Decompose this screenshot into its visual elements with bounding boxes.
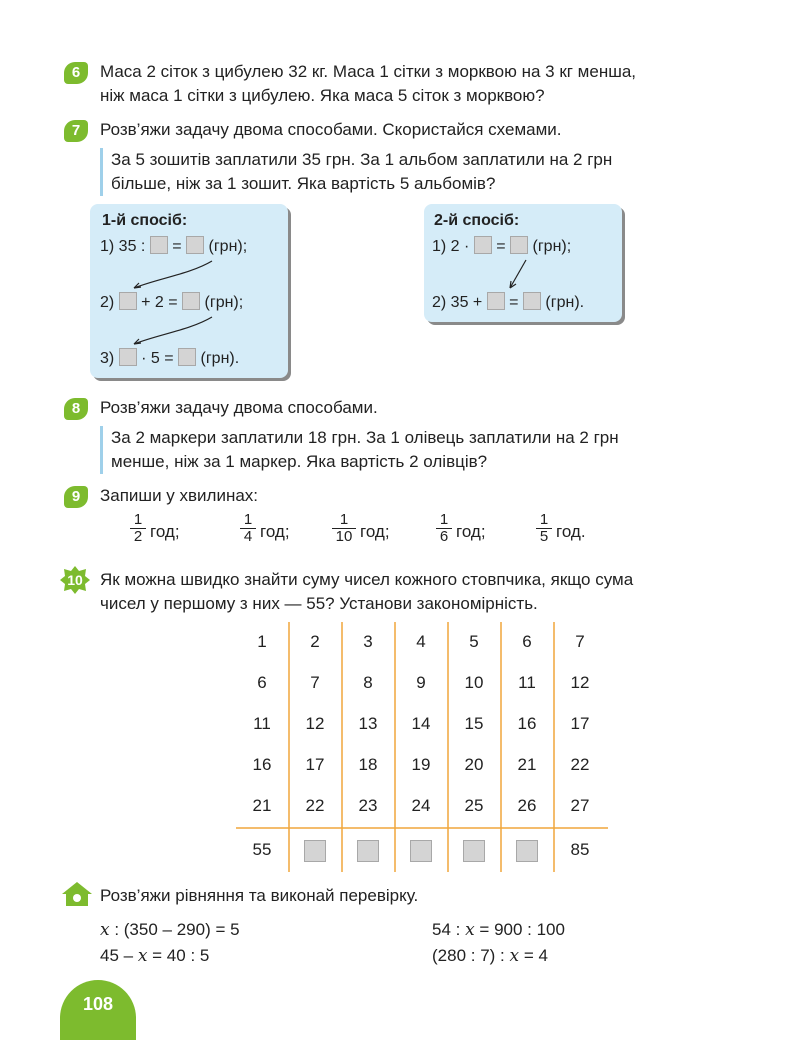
table-cell: 7: [575, 632, 585, 651]
number-table: [236, 622, 608, 872]
fraction: [332, 512, 356, 545]
task7-problem-line1: За 5 зошитів заплатили 35 грн. За 1 альбом заплатили на 2 грн: [111, 150, 613, 169]
task8-problem-line1: За 2 маркери заплатили 18 грн. За 1 олівець заплатили на 2 грн: [111, 428, 619, 447]
table-cell: 22: [570, 755, 590, 774]
table-cell: 15: [464, 714, 484, 733]
step-text: =: [496, 238, 506, 255]
sum-answer-box[interactable]: [448, 840, 500, 864]
table-cell: 12: [570, 673, 590, 692]
table-cell: 3: [363, 632, 373, 651]
step-text: (грн);: [204, 294, 244, 311]
table-cell: 5: [469, 632, 479, 651]
table-cell: 24: [411, 796, 431, 815]
numerator: 1: [439, 511, 449, 528]
step-text: + 2 =: [141, 294, 178, 311]
numerator: 1: [243, 511, 253, 528]
equation-text: = 4: [523, 946, 548, 965]
answer-box[interactable]: [410, 840, 432, 862]
variable: x: [100, 920, 110, 940]
task9-instruction: Запиши у хвилинах:: [100, 486, 259, 505]
answer-box[interactable]: [463, 840, 485, 862]
step-text: 2): [100, 294, 115, 311]
fraction: [240, 512, 256, 545]
step-text: (грн).: [545, 294, 585, 311]
variable: x: [137, 946, 148, 966]
table-cell: 11: [253, 714, 271, 733]
step-text: =: [172, 238, 182, 255]
task10-line1: Як можна швидко знайти суму чисел кожного стовпчика, якщо сума: [100, 570, 634, 589]
table-cell: 7: [310, 673, 320, 692]
equation-1: [100, 918, 240, 942]
answer-box[interactable]: [516, 840, 538, 862]
table-cell: 6: [257, 673, 267, 692]
sum-cell: 85: [570, 840, 590, 859]
equation-text: (280 : 7) :: [432, 946, 505, 965]
equation-text: 54 :: [432, 920, 461, 939]
table-cell: 22: [305, 796, 325, 815]
sum-answer-box[interactable]: [342, 840, 394, 864]
task8-instruction: Розв’яжи задачу двома способами.: [100, 398, 378, 417]
table-cell: 17: [305, 755, 325, 774]
sum-answer-box[interactable]: [501, 840, 553, 864]
table-cell: 25: [464, 796, 484, 815]
table-cell: 18: [358, 755, 378, 774]
table-grid: [236, 622, 608, 872]
task10-line2: чисел у першому з них — 55? Установи закономірність.: [100, 594, 538, 613]
home-icon: [62, 882, 92, 906]
equation-text: 45 –: [100, 946, 134, 965]
table-cell: 16: [252, 755, 272, 774]
sum-cell: 55: [252, 840, 272, 859]
step-text: · 5 =: [141, 350, 174, 367]
task-number-badge: 6: [64, 62, 88, 84]
table-cell: 17: [570, 714, 590, 733]
homework-instruction: Розв’яжи рівняння та виконай перевірку.: [100, 886, 419, 905]
step-text: (грн).: [200, 350, 240, 367]
arrows-icon: [90, 204, 288, 378]
table-cell: 26: [517, 796, 537, 815]
table-cell: 2: [310, 632, 320, 651]
equation-text: : (350 – 290) = 5: [114, 920, 240, 939]
fraction-unit: год;: [260, 522, 290, 541]
task-number-badge: 7: [64, 120, 88, 142]
equation-3: [432, 918, 565, 942]
numerator: 1: [539, 511, 549, 528]
task-number-badge: 9: [64, 486, 88, 508]
table-cell: 20: [464, 755, 484, 774]
arrow-icon: [424, 204, 622, 322]
table-cell: 9: [416, 673, 426, 692]
table-cell: 13: [358, 714, 378, 733]
denominator: 10: [332, 528, 356, 545]
step-text: 2) 35 +: [432, 294, 483, 311]
equation-2: [100, 944, 209, 968]
page-number: 108: [60, 980, 136, 1040]
table-cell: 19: [411, 755, 431, 774]
step-text: 1) 35 :: [100, 238, 146, 255]
table-cell: 12: [305, 714, 325, 733]
answer-box[interactable]: [304, 840, 326, 862]
table-cell: 4: [416, 632, 426, 651]
denominator: 5: [536, 528, 552, 545]
answer-box[interactable]: [357, 840, 379, 862]
table-cell: 27: [570, 796, 590, 815]
table-cell: 21: [252, 796, 272, 815]
fraction-unit: год;: [456, 522, 486, 541]
fraction-unit: год;: [360, 522, 390, 541]
fraction: [130, 512, 146, 545]
table-cell: 6: [522, 632, 532, 651]
task7-problem-line2: більше, ніж за 1 зошит. Яка вартість 5 альбомів?: [111, 174, 496, 193]
table-cell: 11: [518, 673, 536, 692]
denominator: 6: [436, 528, 452, 545]
table-cell: 10: [464, 673, 484, 692]
task6-line2: ніж маса 1 сітки з цибулею. Яка маса 5 сіток з морквою?: [100, 86, 545, 105]
variable: x: [465, 920, 475, 940]
table-cell: 21: [517, 755, 537, 774]
scheme-way2: [424, 204, 622, 322]
scheme-way1: [90, 204, 288, 378]
sum-answer-box[interactable]: [395, 840, 447, 864]
step-text: =: [509, 294, 519, 311]
task6-line1: Маса 2 сіток з цибулею 32 кг. Маса 1 сітки з морквою на 3 кг менша,: [100, 62, 637, 81]
numerator: 1: [339, 511, 349, 528]
table-cell: 16: [517, 714, 537, 733]
step-text: 3): [100, 350, 115, 367]
task8-problem-line2: менше, ніж за 1 маркер. Яка вартість 2 олівців?: [111, 452, 488, 471]
step-text: (грн);: [532, 238, 572, 255]
table-cell: 23: [358, 796, 378, 815]
equation-text: = 40 : 5: [152, 946, 210, 965]
equation-text: = 900 : 100: [479, 920, 565, 939]
step-text: (грн);: [208, 238, 248, 255]
task8-problem: [100, 426, 619, 474]
fraction-unit: год.: [556, 522, 586, 541]
denominator: 2: [130, 528, 146, 545]
step-text: 1) 2 ·: [432, 238, 470, 255]
task-number-badge: 8: [64, 398, 88, 420]
task7-problem: [100, 148, 612, 196]
equation-4: [432, 944, 548, 968]
scheme-title: 2-й спосіб:: [434, 212, 520, 229]
variable: x: [509, 946, 520, 966]
fraction: [536, 512, 552, 545]
table-cell: 8: [363, 673, 373, 692]
numerator: 1: [133, 511, 143, 528]
task-number-badge: 10: [67, 572, 83, 588]
sum-answer-box[interactable]: [289, 840, 341, 864]
table-cell: 1: [257, 632, 267, 651]
task7-instruction: Розв’яжи задачу двома способами. Скористайся схемами.: [100, 120, 562, 139]
fraction-unit: год;: [150, 522, 180, 541]
scheme-title: 1-й спосіб:: [102, 212, 188, 229]
denominator: 4: [240, 528, 256, 545]
table-cell: 14: [411, 714, 431, 733]
fraction: [436, 512, 452, 545]
